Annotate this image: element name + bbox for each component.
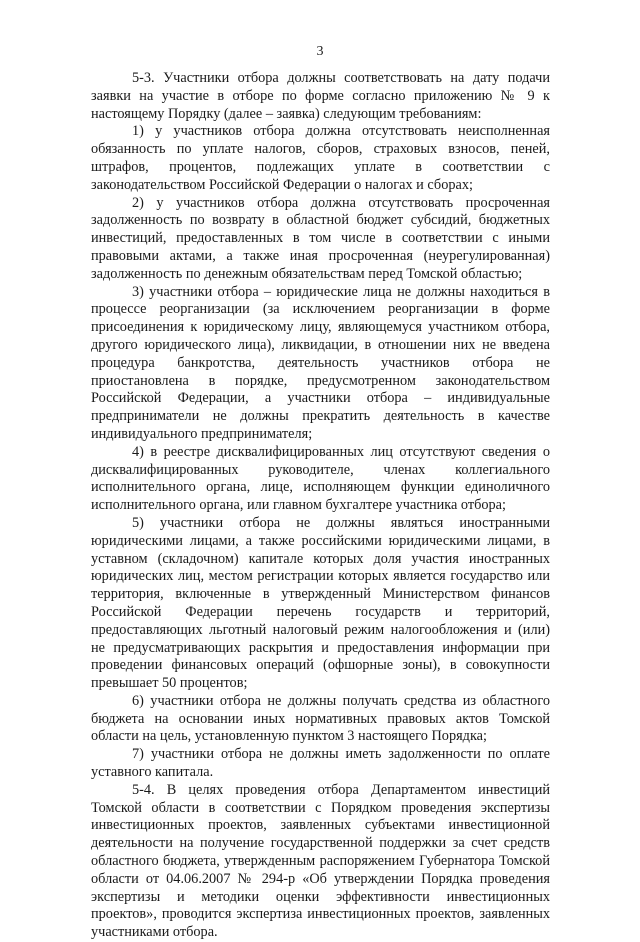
paragraph-item-6: 6) участники отбора не должны получать средства из областного бюджета на основании иных нормативных правовых актов Томской области на цель, установленную пунктом 3 настоящего Порядка; (91, 692, 550, 745)
paragraph-5-3: 5-3. Участники отбора должны соответствовать на дату подачи заявки на участие в отборе по форме согласно приложению № 9 к настоящему Порядку (далее – заявка) следующим требованиям: (91, 70, 550, 122)
paragraph-item-5: 5) участники отбора не должны являться иностранными юридическими лицами, а также российскими юридическими лицами, в уставном (складочном) капитале которых доля участия иностранных юридических лиц, местом регистрации которых является государство или территория, включенные в утвержденный Министерством финансов Российской Федерации перечень государств и территорий, предоставляющих льготный налоговый режим налогообложения и (или) не предусматривающих раскрытия и предоставления информации при проведении финансовых операций (офшорные зоны), в совокупности превышает 50 процентов; (91, 514, 550, 692)
paragraph-item-7: 7) участники отбора не должны иметь задолженности по оплате уставного капитала. (91, 746, 550, 781)
paragraph-item-1: 1) у участников отбора должна отсутствовать неисполненная обязанность по уплате налогов, сборов, страховых взносов, пеней, штрафов, процентов, подлежащих уплате в соответствии с законодательством Российской Федерации о налогах и сборах; (91, 123, 550, 193)
paragraph-item-3: 3) участники отбора – юридические лица не должны находиться в процессе реорганизации (за исключением реорганизации в форме присоединения к юридическому лицу, являющемуся участником отбора, другого юридического лица), ликвидации, в отношении них не введена процедура банкротства, деятельность участников отбора не приостановлена в порядке, предусмотренном законодательством Российской Федерации, а участники отбора – индивидуальные предприниматели не должны прекратить деятельность в качестве индивидуального предпринимателя; (91, 283, 550, 442)
paragraph-item-4: 4) в реестре дисквалифицированных лиц отсутствуют сведения о дисквалифицированных руководителе, членах коллегиального исполнительного органа, лице, исполняющем функции единоличного исполнительного органа, или главном бухгалтере участника отбора; (91, 443, 550, 514)
page-number: 3 (316, 44, 324, 59)
paragraph-5-4: 5-4. В целях проведения отбора Департаментом инвестиций Томской области в соответствии с Порядком проведения экспертизы инвестиционных проектов, заявленных субъектами инвестиционной деятельности на получение государственной поддержки за счет средств областного бюджета, утвержденным распоряжением Губернатора Томской области от 04.06.2007 № 294-р «Об утверждении Порядка проведения экспертизы и методики оценки эффективности инвестиционных проектов», проводится экспертиза инвестиционных проектов, заявленных участниками отбора. (91, 781, 550, 941)
document-body (91, 70, 550, 942)
paragraph-item-2: 2) у участников отбора должна отсутствовать просроченная задолженность по возврату в областной бюджет субсидий, бюджетных инвестиций, предоставленных в том числе в соответствии с иными правовыми актами, а также иная просроченная (неурегулированная) задолженность по денежным обязательствам перед Томской областью; (91, 194, 550, 282)
